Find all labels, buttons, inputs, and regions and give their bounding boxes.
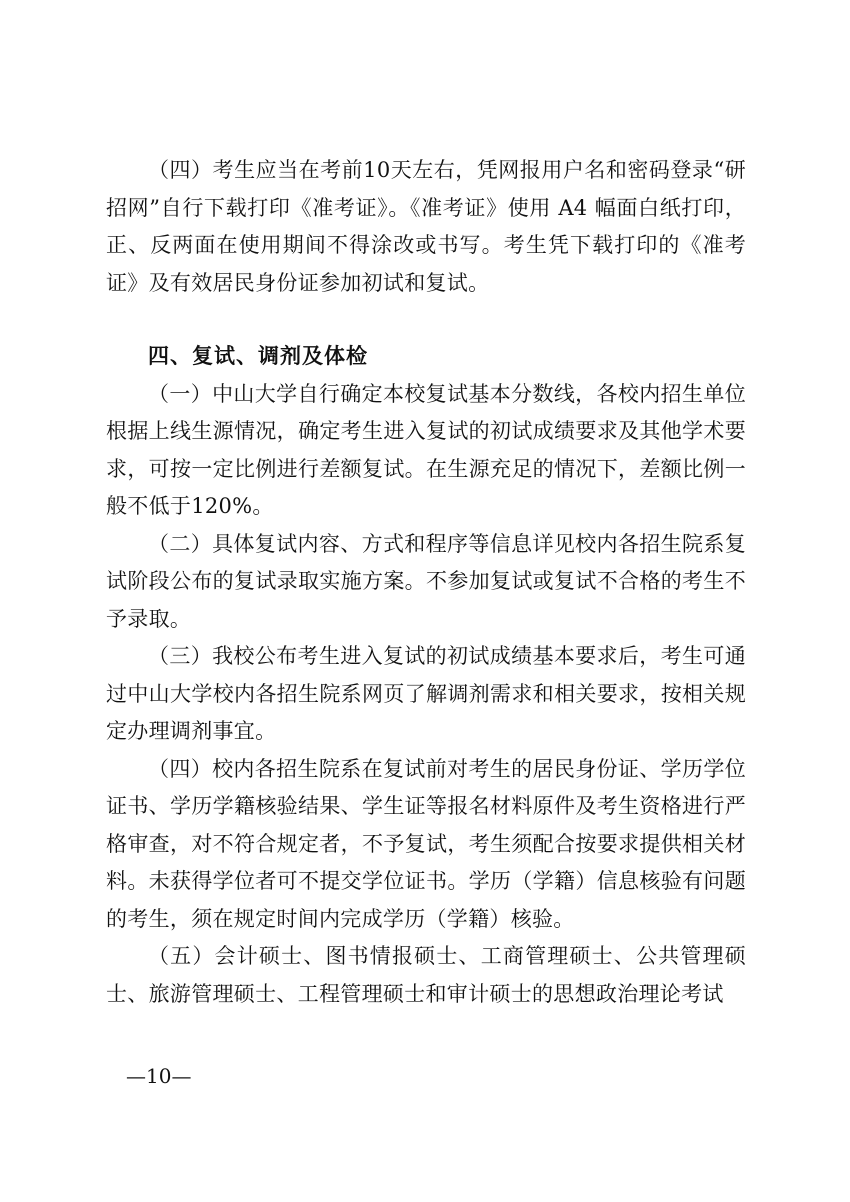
- paragraph-adjustment: （三）我校公布考生进入复试的初试成绩基本要求后，考生可通过中山大学校内各招生院系网页了解调剂需求和相关要求，按相关规定办理调剂事宜。: [106, 644, 746, 743]
- paragraph-admission-ticket: （四）考生应当在考前10天左右，凭网报用户名和密码登录“研招网”自行下载打印《准考证》。《准考证》使用 A4 幅面白纸打印，正、反两面在使用期间不得涂改或书写。考生凭下载打印的《准考证》及有效居民身份证参加初试和复试。: [106, 158, 746, 295]
- paragraph-professional-degrees: （五）会计硕士、图书情报硕士、工商管理硕士、公共管理硕士、旅游管理硕士、工程管理硕士和审计硕士的思想政治理论考试: [106, 944, 746, 1006]
- document-body: [106, 152, 746, 1013]
- paragraph-qualification-review: （四）校内各招生院系在复试前对考生的居民身份证、学历学位证书、学历学籍核验结果、学生证等报名材料原件及考生资格进行严格审查，对不符合规定者，不予复试，考生须配合按要求提供相关材料。未获得学位者可不提交学位证书。学历（学籍）信息核验有问题的考生，须在规定时间内完成学历（学籍）核验。: [106, 756, 746, 931]
- page-number: —10—: [126, 1064, 192, 1088]
- paragraph-retest-baseline: （一）中山大学自行确定本校复试基本分数线，各校内招生单位根据上线生源情况，确定考生进入复试的初试成绩要求及其他学术要求，可按一定比例进行差额复试。在生源充足的情况下，差额比例一般不低于120%。: [106, 381, 746, 518]
- section-heading-retest: 四、复试、调剂及体检: [148, 344, 368, 368]
- paragraph-retest-content: （二）具体复试内容、方式和程序等信息详见校内各招生院系复试阶段公布的复试录取实施方案。不参加复试或复试不合格的考生不予录取。: [106, 531, 746, 631]
